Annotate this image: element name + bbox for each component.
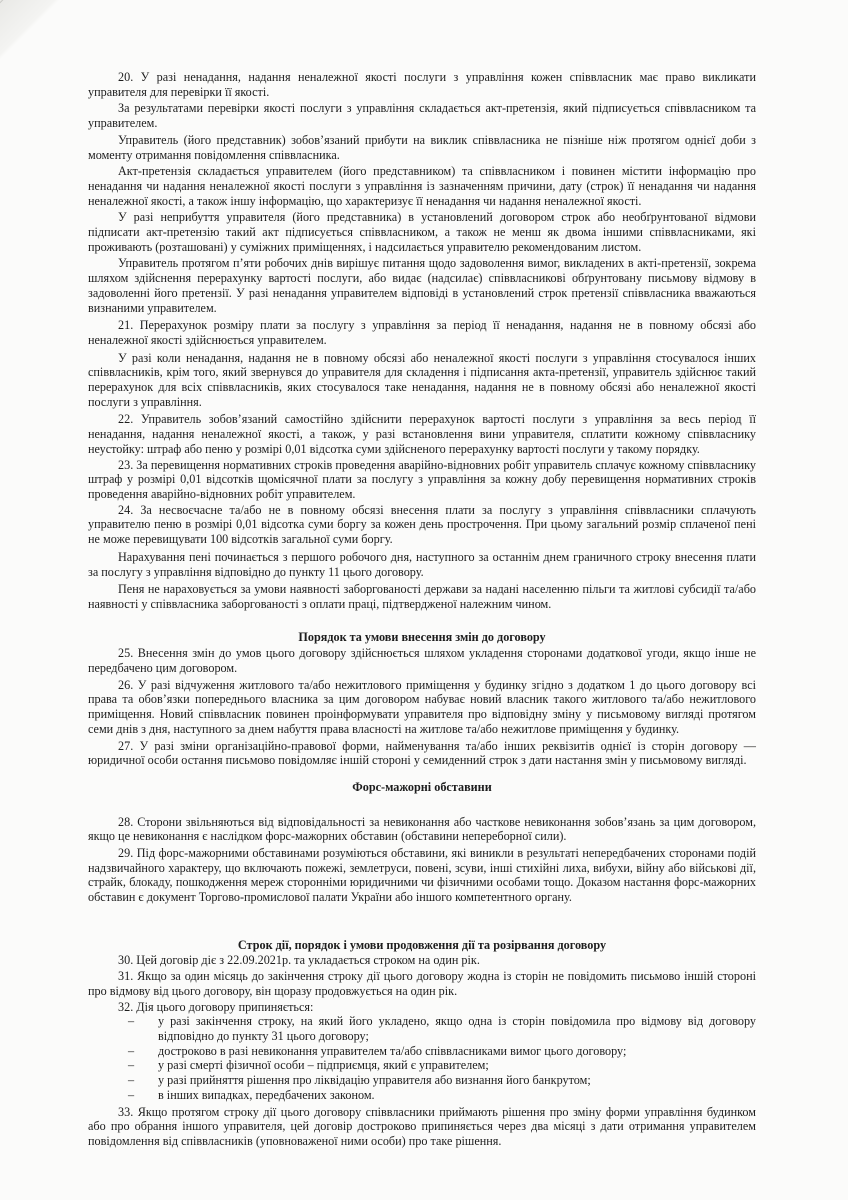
list-item: – в інших випадках, передбачених законом. xyxy=(88,1088,756,1103)
clause-20: 20. У разі ненадання, надання неналежної якості послуги з управління кожен співвласник має право викликати управителя для перевірки її якості. xyxy=(88,70,756,99)
clause-20-act: За результатами перевірки якості послуги з управління складається акт-претензія, який підписується співвласником та управителем. xyxy=(88,101,756,131)
list-item: – у разі закінчення строку, на який його укладено, якщо одна із сторін повідомила про відмову від договору відповідно до пункту 31 цього договору; xyxy=(88,1014,756,1043)
clause-31: 31. Якщо за один місяць до закінчення строку дії цього договору жодна із сторін не повідомить письмово іншій стороні про відмову від цього договору, він щоразу продовжується на один рік. xyxy=(88,969,756,998)
list-item: – у разі смерті фізичної особи – підприємця, який є управителем; xyxy=(88,1058,756,1073)
folded-corner xyxy=(0,0,60,60)
termination-list xyxy=(88,1014,756,1102)
clause-27: 27. У разі зміни організаційно-правової форми, найменування та/або інших реквізитів однієї із сторін договору — юридичної особи остання письмово повідомляє іншій стороні у семиденний строк з дати настання змін у письмовому вигляді. xyxy=(88,738,756,768)
clause-32: 32. Дія цього договору припиняється: xyxy=(118,999,314,1014)
clause-25: 25. Внесення змін до умов цього договору здійснюється шляхом укладення сторонами додаткової угоди, якщо інше не передбачено цим договором. xyxy=(88,646,756,676)
clause-28: 28. Сторони звільняються від відповідальності за невиконання або часткове невиконання зобов’язань за цим договором, якщо це невиконання є наслідком форс-мажорних обставин (обставини непереборної сили). xyxy=(88,814,756,844)
clause-20-non-arrival: У разі неприбуття управителя (його представника) в установлений договором строк або необґрунтованої відмови підписати акт-претензію такий акт підписується співвласником, а також не менш як двома іншими співвласниками, які проживають (розташовані) у суміжних приміщеннях, і надсилається управителю рекомендованим листом. xyxy=(88,210,756,254)
clause-22: 22. Управитель зобов’язаний самостійно здійснити перерахунок вартості послуги з управління за весь період її ненадання, надання неналежної якості, а також, у разі встановлення вини управителя, сплатити кожному співвласнику неустойку: штраф або пеню у розмірі 0,01 відсотка суми здійсненого перерахунку вартості послуги у такому порядку. xyxy=(88,412,756,456)
clause-26: 26. У разі відчуження житлового та/або нежитлового приміщення у будинку згідно з додатком 1 до цього договору всі права та обов’язки попереднього власника за цим договором набуває новий власник такого житлового та/або нежитлового приміщення. Новий співвласник повинен проінформувати управителя про відповідну зміну у письмовому вигляді протягом семи днів з дня, наступного за днем набуття права власності на житлове та/або нежитлове приміщення у будинку. xyxy=(88,677,756,736)
clause-29: 29. Під форс-мажорними обставинами розуміються обставини, які виникли в результаті непередбачених сторонами подій надзвичайного характеру, що включають пожежі, землетруси, повені, зсуви, інші стихійні лиха, вибухи, війну або військові дії, страйк, блокаду, пошкодження мереж сторонніми юридичними чи фізичними особами тощо. Доказом настання форс-мажорних обставин є документ Торгово-промислової палати України або іншого компетентного органу. xyxy=(88,846,756,905)
clause-20-act-content: Акт-претензія складається управителем (його представником) та співвласником і повинен містити інформацію про ненадання чи надання неналежної якості послуги з управління із зазначенням причини, дату (строк) її ненадання чи надання неналежної якості, а також іншу інформацію, що характеризує її ненадання чи надання неналежної якості. xyxy=(88,164,756,208)
clause-21-others: У разі коли ненадання, надання не в повному обсязі або неналежної якості послуги з управління стосувалося інших співвласників, крім того, який звернувся до управителя для складення і підписання акта-претензії, управитель здійснює такий перерахунок для всіх співвласників, яких стосувалося таке ненадання, надання не в повному обсязі або неналежної якості послуги з управління. xyxy=(88,350,756,409)
list-item: – у разі прийняття рішення про ліквідацію управителя або визнання його банкрутом; xyxy=(88,1073,756,1088)
section-heading-changes: Порядок та умови внесення змін до договору xyxy=(298,629,546,644)
document-body xyxy=(88,68,756,1149)
clause-23: 23. За перевищення нормативних строків проведення аварійно-відновних робіт управитель сплачує кожному співвласнику штраф у розмірі 0,01 відсотків щомісячної плати за послугу з управління за кожну добу перевищення нормативних строків проведення аварійно-відновних робіт управителем. xyxy=(88,457,756,501)
clause-24-exemption: Пеня не нараховується за умови наявності заборгованості держави за надані населенню пільги та житлові субсидії та/або наявності у співвласника заборгованості з оплати праці, підтвердженої належним чином. xyxy=(88,582,756,611)
clause-24-accrual: Нарахування пені починається з першого робочого дня, наступного за останнім днем граничного строку внесення плати за послугу з управління відповідно до пункту 11 цього договору. xyxy=(88,549,756,579)
clause-20-arrival: Управитель (його представник) зобов’язаний прибути на виклик співвласника не пізніше ніж протягом однієї доби з моменту отримання повідомлення співвласника. xyxy=(88,132,756,162)
clause-24: 24. За несвоєчасне та/або не в повному обсязі внесення плати за послугу з управління співвласники сплачують управителю пеню в розмірі 0,01 відсотка суми боргу за кожен день прострочення. При цьому загальний розмір сплаченої пені не може перевищувати 100 відсотків загальної суми боргу. xyxy=(88,502,756,547)
clause-30: 30. Цей договір діє з 22.09.2021р. та укладається строком на один рік. xyxy=(118,952,480,967)
clause-21: 21. Перерахунок розміру плати за послугу з управління за період її ненадання, надання не в повному обсязі або неналежної якості здійснюється управителем. xyxy=(88,318,756,347)
list-item: – достроково в разі невиконання управителем та/або співвласниками вимог цього договору; xyxy=(88,1044,756,1059)
clause-20-resolution: Управитель протягом п’яти робочих днів вирішує питання щодо задоволення вимог, викладених в акті-претензії, зокрема шляхом здійснення перерахунку вартості послуги, або видає (надсилає) співвласникові обґрунтовану письмову відмову в задоволенні його претензії. У разі ненадання управителем відповіді в установлений строк претензії співвласника вважаються визнаними управителем. xyxy=(88,256,756,315)
section-heading-term: Строк дії, порядок і умови продовження дії та розірвання договору xyxy=(237,937,607,952)
clause-33: 33. Якщо протягом строку дії цього договору співвласники приймають рішення про зміну форми управління будинком або про обрання іншого управителя, цей договір достроково припиняється через два місяці з дати отримання управителем повідомлення від співвласників (уповноваженої ними особи) про таке рішення. xyxy=(88,1104,756,1148)
section-heading-force-majeure: Форс-мажорні обставини xyxy=(352,779,492,794)
